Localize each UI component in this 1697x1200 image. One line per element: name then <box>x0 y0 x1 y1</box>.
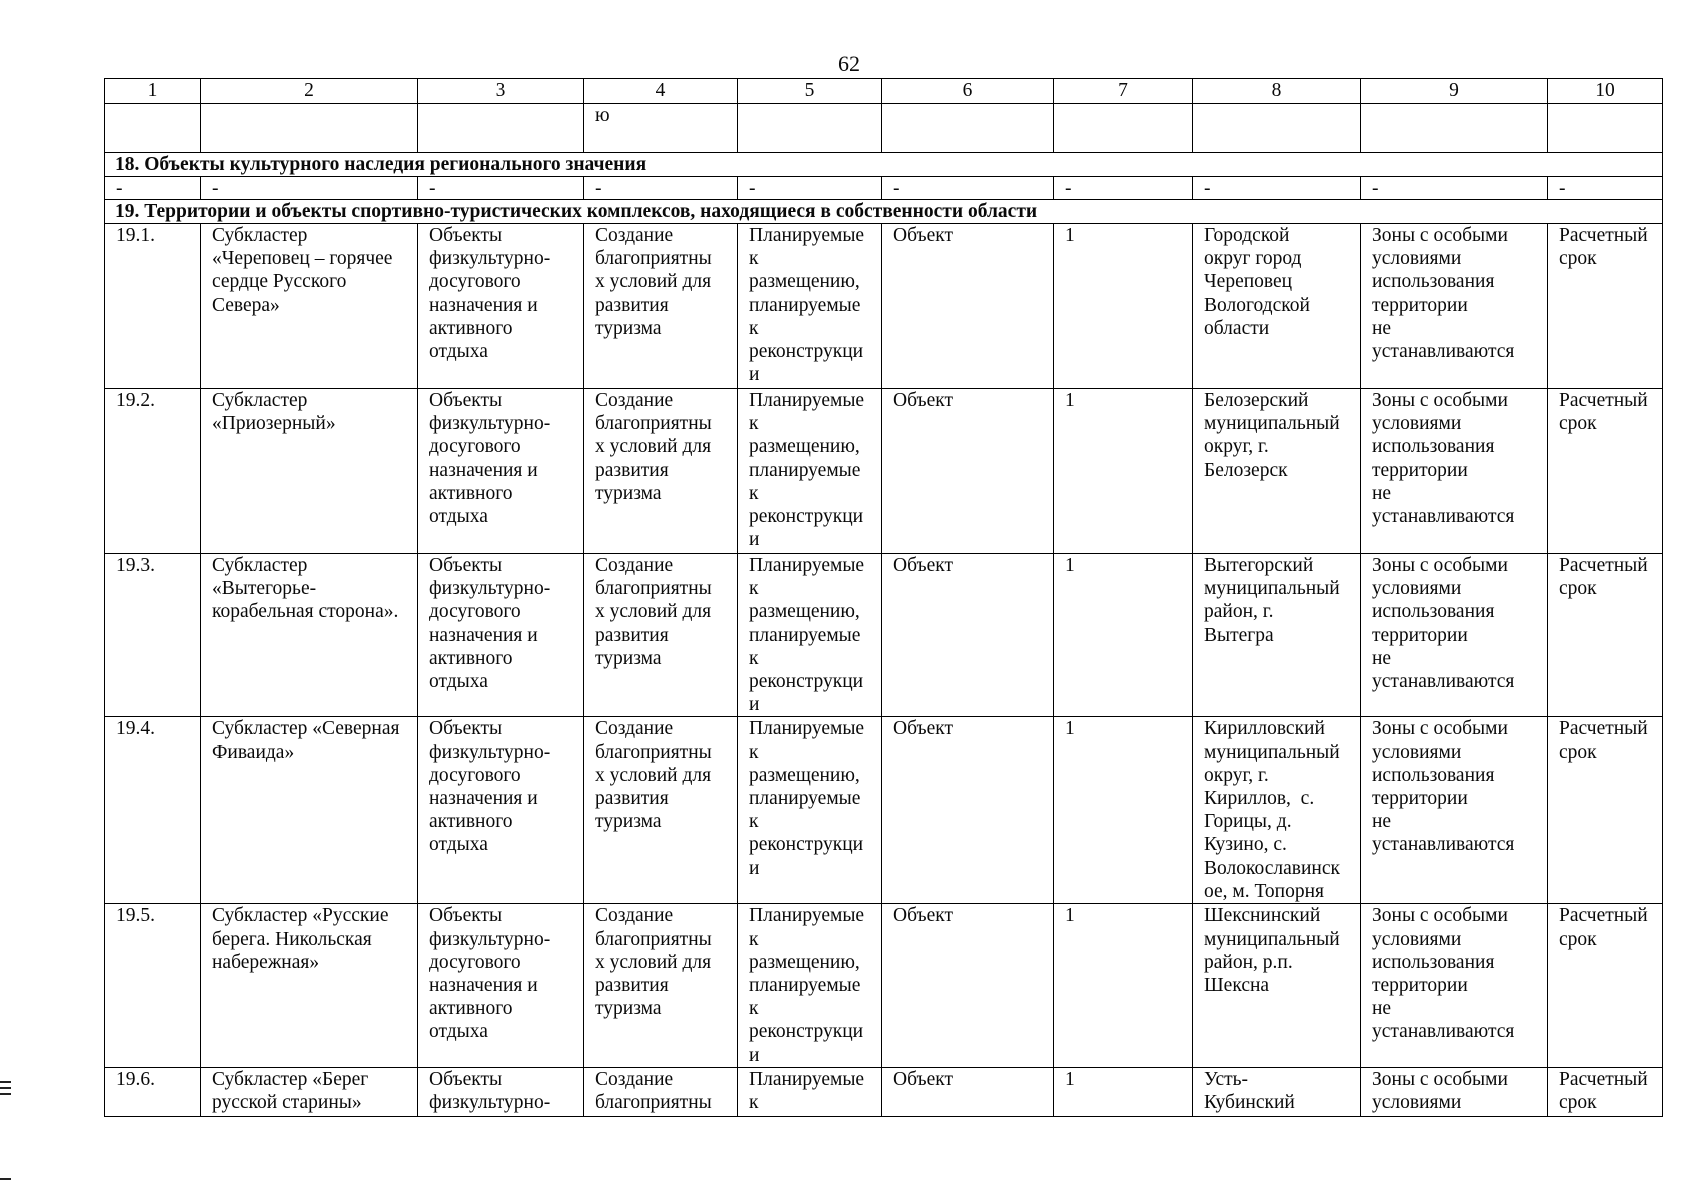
table-cell-col-5: Планируемые к размещению, планируемые к реконструкци и <box>738 224 882 389</box>
table-body <box>105 104 1663 1117</box>
table-cell-col-2: Субкластер «Вытегорье- корабельная сторона». <box>201 554 418 717</box>
scan-margin-mark <box>0 1081 11 1083</box>
column-number-header: 9 <box>1361 79 1548 104</box>
table-cell-col-10 <box>1548 104 1663 153</box>
table-cell-col-4: Создание благоприятны х условий для развития туризма <box>584 389 738 554</box>
table-cell-col-3: Объекты физкультурно- досугового назначения и активного отдыха <box>418 554 584 717</box>
section-row <box>105 200 1663 224</box>
table-cell-col-7: 1 <box>1054 224 1193 389</box>
table-cell-col-2: - <box>201 177 418 200</box>
table-row <box>105 224 1663 389</box>
column-number-header: 7 <box>1054 79 1193 104</box>
section-title: 18. Объекты культурного наследия регионального значения <box>105 153 1663 177</box>
table-cell-col-5: Планируемые к размещению, планируемые к реконструкци и <box>738 389 882 554</box>
column-number-row <box>105 79 1663 104</box>
table-cell-col-4: Создание благоприятны х условий для развития туризма <box>584 717 738 904</box>
table-cell-col-10: Расчетный срок <box>1548 554 1663 717</box>
table-cell-col-1: 19.1. <box>105 224 201 389</box>
table-cell-col-6: Объект <box>882 224 1054 389</box>
scan-margin-mark <box>0 1178 11 1180</box>
table-cell-col-7 <box>1054 104 1193 153</box>
table-cell-col-6: Объект <box>882 717 1054 904</box>
table-cell-col-9: Зоны с особыми условиями использования территории не устанавливаются <box>1361 717 1548 904</box>
table-cell-col-8: Городской округ город Череповец Вологодской области <box>1193 224 1361 389</box>
table-cell-col-5: Планируемые к <box>738 1067 882 1116</box>
table-cell-col-7: 1 <box>1054 389 1193 554</box>
table-cell-col-6: Объект <box>882 904 1054 1067</box>
table-cell-col-8 <box>1193 104 1361 153</box>
table-cell-col-1: 19.4. <box>105 717 201 904</box>
table-cell-col-10: Расчетный срок <box>1548 904 1663 1067</box>
table-cell-col-9: Зоны с особыми условиями использования территории не устанавливаются <box>1361 554 1548 717</box>
table-cell-col-10: Расчетный срок <box>1548 1067 1663 1116</box>
table-cell-col-10: Расчетный срок <box>1548 389 1663 554</box>
scan-margin-mark <box>0 1087 11 1089</box>
table-cell-col-3: Объекты физкультурно- досугового назначения и активного отдыха <box>418 224 584 389</box>
table-cell-col-1: 19.6. <box>105 1067 201 1116</box>
table-cell-col-5 <box>738 104 882 153</box>
table-cell-col-2: Субкластер «Северная Фиваида» <box>201 717 418 904</box>
table-cell-col-4: Создание благоприятны <box>584 1067 738 1116</box>
column-number-header: 8 <box>1193 79 1361 104</box>
table-cell-col-10: Расчетный срок <box>1548 224 1663 389</box>
column-number-header: 10 <box>1548 79 1663 104</box>
table-cell-col-7: 1 <box>1054 904 1193 1067</box>
table-cell-col-7: 1 <box>1054 1067 1193 1116</box>
table-cell-col-3 <box>418 104 584 153</box>
table-cell-col-1: 19.3. <box>105 554 201 717</box>
table-cell-col-8: Вытегорский муниципальный район, г. Вытегра <box>1193 554 1361 717</box>
table-cell-col-2 <box>201 104 418 153</box>
table-cell-col-1 <box>105 104 201 153</box>
column-number-header: 5 <box>738 79 882 104</box>
table-cell-col-8: Шекснинский муниципальный район, р.п. Шексна <box>1193 904 1361 1067</box>
table-row <box>105 104 1663 153</box>
table-cell-col-8: Белозерский муниципальный округ, г. Белозерск <box>1193 389 1361 554</box>
table-row <box>105 177 1663 200</box>
table-cell-col-5: Планируемые к размещению, планируемые к реконструкци и <box>738 717 882 904</box>
table-cell-col-8: Кирилловский муниципальный округ, г. Кириллов, с. Горицы, д. Кузино, с. Волокославинск ое, м. Топорня <box>1193 717 1361 904</box>
table-cell-col-7: 1 <box>1054 554 1193 717</box>
table-cell-col-2: Субкластер «Берег русской старины» <box>201 1067 418 1116</box>
table-header <box>105 79 1663 104</box>
column-number-header: 3 <box>418 79 584 104</box>
column-number-header: 2 <box>201 79 418 104</box>
table-row <box>105 554 1663 717</box>
table-row <box>105 904 1663 1067</box>
table-cell-col-3: Объекты физкультурно- досугового назначения и активного отдыха <box>418 717 584 904</box>
table-cell-col-6: Объект <box>882 554 1054 717</box>
table-cell-col-8: Усть- Кубинский <box>1193 1067 1361 1116</box>
table-cell-col-9: Зоны с особыми условиями <box>1361 1067 1548 1116</box>
table-cell-col-1: - <box>105 177 201 200</box>
column-number-header: 1 <box>105 79 201 104</box>
table-cell-col-3: Объекты физкультурно- <box>418 1067 584 1116</box>
table-cell-col-9: Зоны с особыми условиями использования территории не устанавливаются <box>1361 389 1548 554</box>
table-cell-col-9: Зоны с особыми условиями использования территории не устанавливаются <box>1361 224 1548 389</box>
table-cell-col-6: Объект <box>882 1067 1054 1116</box>
table-row <box>105 1067 1663 1116</box>
table-cell-col-4: ю <box>584 104 738 153</box>
table-cell-col-2: Субкластер «Русские берега. Никольская набережная» <box>201 904 418 1067</box>
table-cell-col-8: - <box>1193 177 1361 200</box>
table-cell-col-2: Субкластер «Череповец – горячее сердце Русского Севера» <box>201 224 418 389</box>
table-row <box>105 717 1663 904</box>
column-number-header: 6 <box>882 79 1054 104</box>
section-title: 19. Территории и объекты спортивно-туристических комплексов, находящиеся в собственности области <box>105 200 1663 224</box>
table-cell-col-1: 19.2. <box>105 389 201 554</box>
table-cell-col-4: - <box>584 177 738 200</box>
table-cell-col-5: Планируемые к размещению, планируемые к реконструкци и <box>738 904 882 1067</box>
table-row <box>105 389 1663 554</box>
table-cell-col-10: - <box>1548 177 1663 200</box>
table-cell-col-3: Объекты физкультурно- досугового назначения и активного отдыха <box>418 904 584 1067</box>
table-cell-col-1: 19.5. <box>105 904 201 1067</box>
table-cell-col-3: - <box>418 177 584 200</box>
table-cell-col-7: 1 <box>1054 717 1193 904</box>
table-cell-col-5: - <box>738 177 882 200</box>
table-cell-col-4: Создание благоприятны х условий для развития туризма <box>584 224 738 389</box>
section-row <box>105 153 1663 177</box>
table-cell-col-9: Зоны с особыми условиями использования территории не устанавливаются <box>1361 904 1548 1067</box>
table-cell-col-2: Субкластер «Приозерный» <box>201 389 418 554</box>
table-cell-col-9: - <box>1361 177 1548 200</box>
table-cell-col-6: Объект <box>882 389 1054 554</box>
table-cell-col-4: Создание благоприятны х условий для развития туризма <box>584 554 738 717</box>
table-cell-col-10: Расчетный срок <box>1548 717 1663 904</box>
table-cell-col-6 <box>882 104 1054 153</box>
table-cell-col-9 <box>1361 104 1548 153</box>
table-cell-col-5: Планируемые к размещению, планируемые к реконструкци и <box>738 554 882 717</box>
data-table <box>104 78 1663 1117</box>
table-cell-col-7: - <box>1054 177 1193 200</box>
column-number-header: 4 <box>584 79 738 104</box>
table-cell-col-4: Создание благоприятны х условий для развития туризма <box>584 904 738 1067</box>
table-cell-col-6: - <box>882 177 1054 200</box>
page-number: 62 <box>838 51 860 76</box>
scan-margin-mark <box>0 1093 11 1095</box>
table-cell-col-3: Объекты физкультурно- досугового назначения и активного отдыха <box>418 389 584 554</box>
